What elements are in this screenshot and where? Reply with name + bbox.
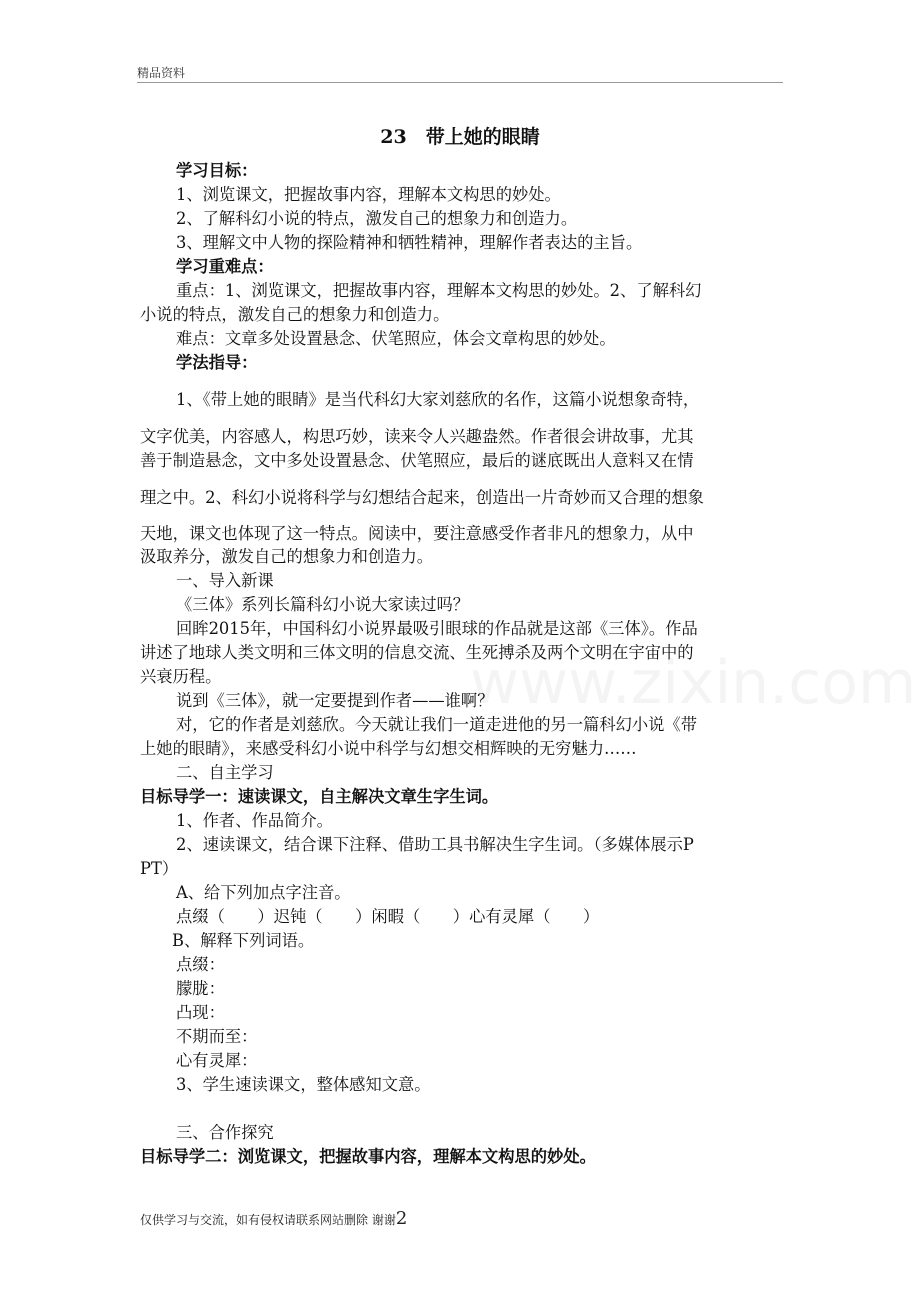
section-heading: 二、自主学习 — [176, 763, 274, 782]
text-line: 对，它的作者是刘慈欣。今天就让我们一道走进他的另一篇科幻小说《带 — [176, 715, 698, 734]
text-line: PT） — [140, 859, 179, 878]
section-heading: 学法指导： — [176, 353, 258, 372]
text-line: 文字优美，内容感人，构思巧妙，读来令人兴趣盎然。作者很会讲故事，尤其 — [140, 427, 694, 446]
text-line: 上她的眼睛》，来感受科幻小说中科学与幻想交相辉映的无穷魅力…… — [140, 739, 637, 758]
text-line: 汲取养分，激发自己的想象力和创造力。 — [140, 547, 434, 566]
text-line: 《三体》系列长篇科幻小说大家读过吗？ — [176, 595, 470, 614]
text-line: 3、学生速读课文，整体感知文意。 — [176, 1075, 431, 1094]
text-line: 小说的特点，激发自己的想象力和创造力。 — [140, 305, 450, 324]
text-line: 点缀（ ）迟钝（ ）闲暇（ ）心有灵犀（ ） — [176, 907, 600, 926]
text-line: 讲述了地球人类文明和三体文明的信息交流、生死搏杀及两个文明在宇宙中的 — [140, 643, 694, 662]
header-rule — [137, 82, 783, 83]
text-line: 理之中。2、科幻小说将科学与幻想结合起来，创造出一片奇妙而又合理的想象 — [140, 488, 704, 507]
page-header: 精品资料 — [137, 66, 186, 80]
text-line: 2、了解科幻小说的特点，激发自己的想象力和创造力。 — [176, 209, 578, 228]
text-line: 点缀： — [176, 955, 225, 974]
text-line: 朦胧： — [176, 979, 225, 998]
text-line: A、给下列加点字注音。 — [176, 883, 351, 902]
text-line: 不期而至： — [176, 1027, 258, 1046]
section-heading: 学习重难点： — [176, 257, 274, 276]
section-heading: 三、合作探究 — [176, 1123, 274, 1142]
text-line: B、解释下列词语。 — [172, 931, 315, 950]
text-line: 回眸2015年，中国科幻小说界最吸引眼球的作品就是这部《三体》。作品 — [176, 619, 698, 638]
text-line: 善于制造悬念，文中多处设置悬念、伏笔照应，最后的谜底既出人意料又在情 — [140, 451, 694, 470]
text-line: 说到《三体》，就一定要提到作者——谁啊？ — [176, 691, 494, 710]
text-line: 难点：文章多处设置悬念、伏笔照应，体会文章构思的妙处。 — [176, 329, 616, 348]
text-line: 重点：1、浏览课文，把握故事内容，理解本文构思的妙处。2、了解科幻 — [176, 281, 702, 300]
text-line: 3、理解文中人物的探险精神和牺牲精神，理解作者表达的主旨。 — [176, 233, 643, 252]
text-line: 凸现： — [176, 1003, 225, 1022]
section-heading: 学习目标： — [176, 161, 258, 180]
text-line: 1、作者、作品简介。 — [176, 811, 333, 830]
goal-heading: 目标导学一：速读课文，自主解决文章生字生词。 — [140, 787, 499, 806]
document-title: 23 带上她的眼睛 — [380, 126, 540, 148]
page-footer — [140, 1208, 407, 1229]
text-line: 心有灵犀： — [176, 1051, 258, 1070]
text-line: 1、《带上她的眼睛》是当代科幻大家刘慈欣的名作，这篇小说想象奇特， — [176, 390, 700, 409]
footer-text: 仅供学习与交流，如有侵权请联系网站删除 谢谢 — [140, 1213, 396, 1227]
text-line: 1、浏览课文，把握故事内容，理解本文构思的妙处。 — [176, 185, 561, 204]
text-line: 2、速读课文，结合课下注释、借助工具书解决生字生词。（多媒体展示P — [176, 835, 694, 854]
section-heading: 一、导入新课 — [176, 571, 274, 590]
goal-heading: 目标导学二：浏览课文，把握故事内容，理解本文构思的妙处。 — [140, 1147, 596, 1166]
page-number: 2 — [395, 1208, 408, 1229]
text-line: 兴衰历程。 — [140, 667, 222, 686]
text-line: 天地，课文也体现了这一特点。阅读中，要注意感受作者非凡的想象力，从中 — [140, 524, 694, 543]
